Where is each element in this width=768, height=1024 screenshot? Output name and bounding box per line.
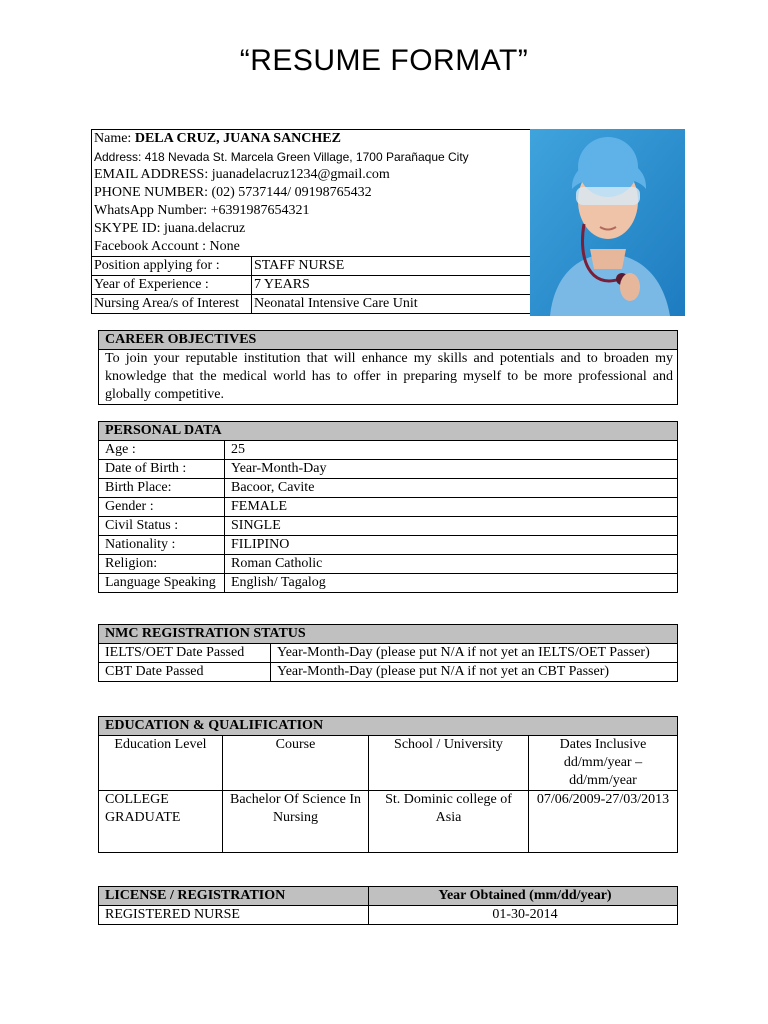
ielts-value: Year-Month-Day (please put N/A if not yet an IELTS/OET Passer)	[271, 644, 678, 663]
experience-label: Year of Experience :	[92, 276, 252, 295]
year-obtained-heading: Year Obtained (mm/dd/year)	[369, 887, 678, 906]
career-objectives-table	[98, 330, 678, 405]
license-heading: LICENSE / REGISTRATION	[99, 887, 369, 906]
name-label: Name:	[94, 131, 135, 146]
personal-heading: PERSONAL DATA	[99, 422, 678, 441]
table-row	[99, 441, 678, 460]
birthplace-label: Birth Place:	[99, 479, 225, 498]
contact-info-table	[91, 129, 531, 314]
age-label: Age :	[99, 441, 225, 460]
personal-data-table	[98, 421, 678, 593]
table-row	[99, 574, 678, 593]
col-education-level: Education Level	[99, 736, 223, 791]
course-value: Bachelor Of Science In Nursing	[223, 791, 369, 853]
religion-label: Religion:	[99, 555, 225, 574]
name-value: DELA CRUZ, JUANA SANCHEZ	[134, 131, 341, 146]
phone-row: PHONE NUMBER: (02) 5737144/ 09198765432	[92, 184, 531, 202]
dob-value: Year-Month-Day	[225, 460, 678, 479]
col-dates: Dates Inclusive dd/mm/year – dd/mm/year	[529, 736, 678, 791]
table-row	[99, 536, 678, 555]
school-value: St. Dominic college of Asia	[369, 791, 529, 853]
facebook-row: Facebook Account : None	[92, 238, 531, 257]
nmc-registration-table	[98, 624, 678, 682]
language-label: Language Speaking	[99, 574, 225, 593]
table-row	[99, 498, 678, 517]
email-row: EMAIL ADDRESS: juanadelacruz1234@gmail.com	[92, 166, 531, 184]
civil-status-value: SINGLE	[225, 517, 678, 536]
license-year: 01-30-2014	[369, 906, 678, 925]
address-row: Address: 418 Nevada St. Marcela Green Village, 1700 Parañaque City	[92, 148, 531, 166]
experience-value: 7 YEARS	[251, 276, 530, 295]
career-heading: CAREER OBJECTIVES	[99, 331, 678, 350]
license-name: REGISTERED NURSE	[99, 906, 369, 925]
nurse-photo	[530, 129, 685, 316]
name-row	[92, 130, 531, 149]
ielts-label: IELTS/OET Date Passed	[99, 644, 271, 663]
table-row	[99, 791, 678, 853]
table-row	[99, 460, 678, 479]
age-value: 25	[225, 441, 678, 460]
whatsapp-row: WhatsApp Number: +6391987654321	[92, 202, 531, 220]
language-value: English/ Tagalog	[225, 574, 678, 593]
table-row	[99, 479, 678, 498]
career-text: To join your reputable institution that will enhance my skills and potentials and to broaden my knowledge that the medical world has to offer in preparing myself to be more professional and globally competitive.	[99, 350, 678, 405]
dates-value: 07/06/2009-27/03/2013	[529, 791, 678, 853]
position-label: Position applying for :	[92, 257, 252, 276]
skype-row: SKYPE ID: juana.delacruz	[92, 220, 531, 238]
cbt-label: CBT Date Passed	[99, 663, 271, 682]
table-row	[99, 663, 678, 682]
license-table	[98, 886, 678, 925]
col-course: Course	[223, 736, 369, 791]
religion-value: Roman Catholic	[225, 555, 678, 574]
gender-value: FEMALE	[225, 498, 678, 517]
position-value: STAFF NURSE	[251, 257, 530, 276]
birthplace-value: Bacoor, Cavite	[225, 479, 678, 498]
table-row	[99, 906, 678, 925]
table-row	[99, 555, 678, 574]
table-row	[99, 517, 678, 536]
dob-label: Date of Birth :	[99, 460, 225, 479]
table-row	[99, 644, 678, 663]
cbt-value: Year-Month-Day (please put N/A if not yet an CBT Passer)	[271, 663, 678, 682]
civil-status-label: Civil Status :	[99, 517, 225, 536]
education-table	[98, 716, 678, 853]
area-value: Neonatal Intensive Care Unit	[251, 295, 530, 314]
education-heading: EDUCATION & QUALIFICATION	[99, 717, 678, 736]
page-title: “RESUME FORMAT”	[239, 44, 529, 77]
education-level-value: COLLEGE GRADUATE	[99, 791, 223, 853]
gender-label: Gender :	[99, 498, 225, 517]
nationality-label: Nationality :	[99, 536, 225, 555]
nmc-heading: NMC REGISTRATION STATUS	[99, 625, 678, 644]
nationality-value: FILIPINO	[225, 536, 678, 555]
col-school: School / University	[369, 736, 529, 791]
area-label: Nursing Area/s of Interest	[92, 295, 252, 314]
